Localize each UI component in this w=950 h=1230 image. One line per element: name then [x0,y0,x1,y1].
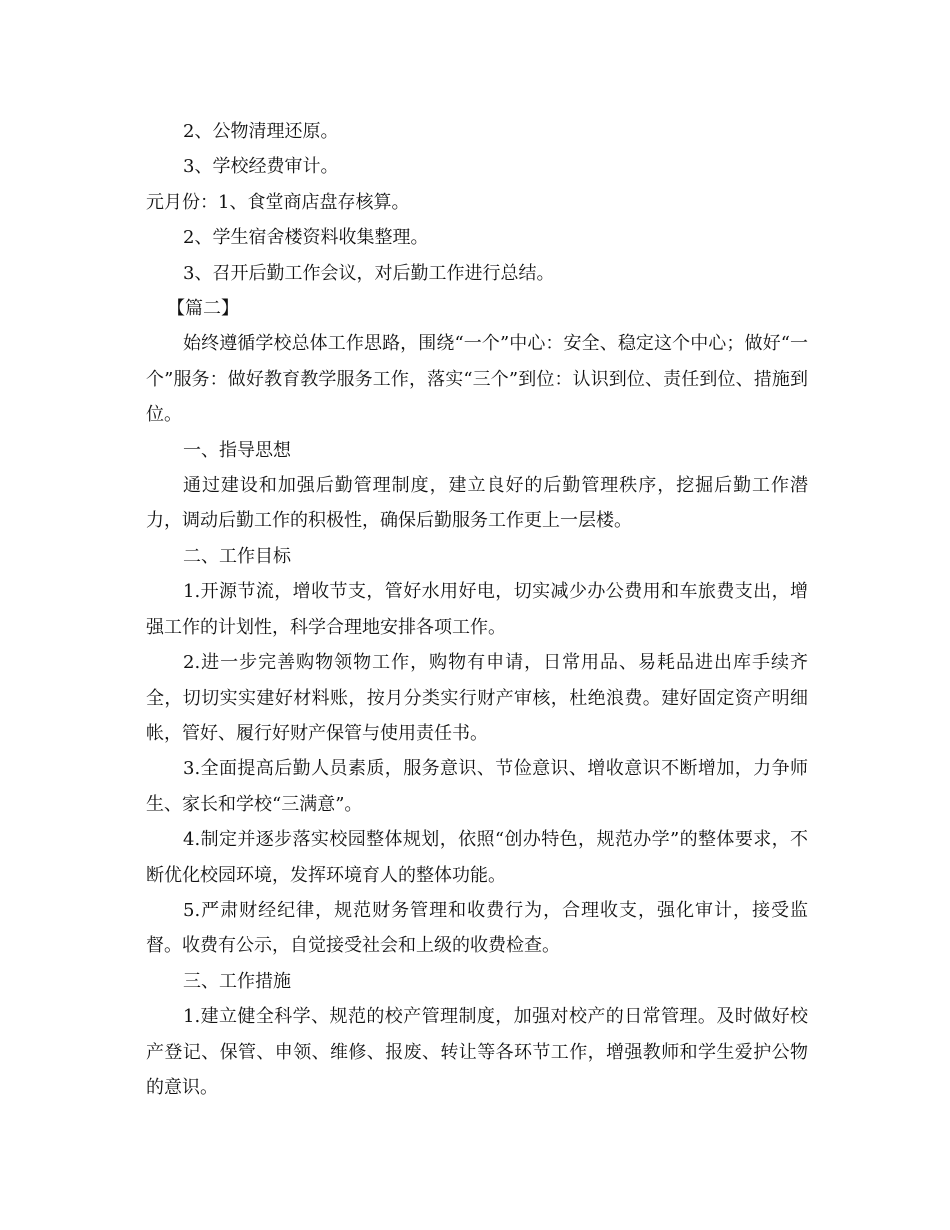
paragraph: 3、召开后勤工作会议，对后勤工作进行总结。 [183,262,555,284]
paragraph: 2、公物清理还原。 [183,121,339,142]
paragraph: 4.制定并逐步落实校园整体规划，依照“创办特色，规范办学”的整体要求，不断优化校园环境，发挥环境育人的整体功能。 [146,829,808,886]
paragraph: 1.建立健全科学、规范的校产管理制度，加强对校产的日常管理。及时做好校产登记、保管、申领、维修、报废、转让等各环节工作，增强教师和学生爱护公物的意识。 [146,1006,808,1098]
paragraph: 3、学校经费审计。 [183,156,339,178]
paragraph: 通过建设和加强后勤管理制度，建立良好的后勤管理秩序，挖掘后勤工作潜力，调动后勤工作的积极性，确保后勤服务工作更上一层楼。 [146,475,808,532]
paragraph: 2、学生宿舍楼资料收集整理。 [183,227,429,249]
document-page [146,114,808,1105]
paragraph: 元月份：1、食堂商店盘存核算。 [146,191,410,213]
paragraph: 5.严肃财经纪律，规范财务管理和收费行为，合理收支，强化审计，接受监督。收费有公示，自觉接受社会和上级的收费检查。 [146,899,808,957]
section-heading: 三、工作措施 [183,970,291,992]
paragraph: 3.全面提高后勤人员素质，服务意识、节俭意识、增收意识不断增加，力争师生、家长和学校“三满意”。 [146,758,808,815]
section-heading: 【篇二】 [167,298,239,320]
paragraph: 始终遵循学校总体工作思路，围绕“一个”中心：安全、稳定这个中心；做好“一个”服务：做好教育教学服务工作，落实“三个”到位：认识到位、责任到位、措施到位。 [146,333,808,426]
section-heading: 一、指导思想 [183,439,291,461]
paragraph: 1.开源节流，增收节支，管好水用好电，切实减少办公费用和车旅费支出，增强工作的计划性，科学合理地安排各项工作。 [146,581,808,638]
section-heading: 二、工作目标 [183,545,291,567]
paragraph: 2.进一步完善购物领物工作，购物有申请，日常用品、易耗品进出库手续齐全，切切实实建好材料账，按月分类实行财产审核，杜绝浪费。建好固定资产明细帐，管好、履行好财产保管与使用责任书。 [146,652,808,744]
